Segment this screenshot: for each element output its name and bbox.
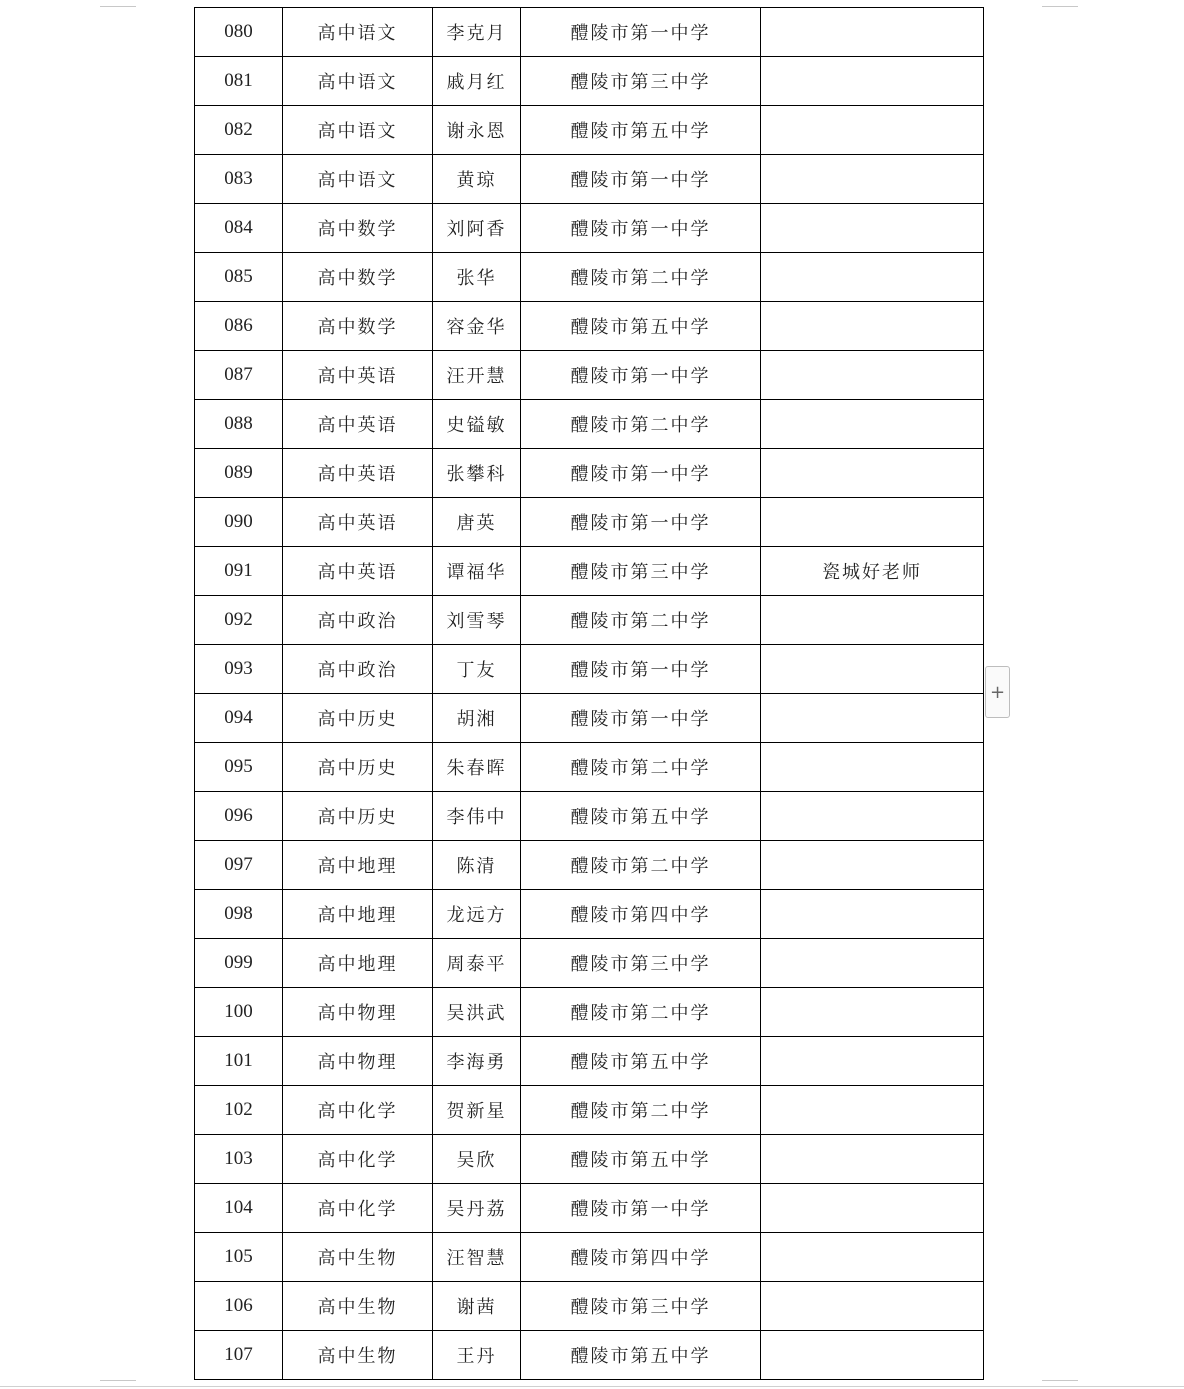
cell-note[interactable] <box>761 792 984 841</box>
cell-note[interactable] <box>761 596 984 645</box>
cell-subject[interactable]: 高中化学 <box>283 1086 433 1135</box>
table-row <box>195 302 984 351</box>
cell-teacher-name[interactable]: 李伟中 <box>433 792 521 841</box>
cell-subject[interactable]: 高中生物 <box>283 1233 433 1282</box>
cell-note[interactable] <box>761 57 984 106</box>
cell-subject[interactable]: 高中物理 <box>283 988 433 1037</box>
cell-teacher-name[interactable]: 龙远方 <box>433 890 521 939</box>
cell-subject[interactable]: 高中数学 <box>283 302 433 351</box>
cell-teacher-name[interactable]: 吴丹荔 <box>433 1184 521 1233</box>
table-row <box>195 1282 984 1331</box>
cell-subject[interactable]: 高中地理 <box>283 939 433 988</box>
cell-note[interactable] <box>761 1184 984 1233</box>
cell-subject[interactable]: 高中语文 <box>283 57 433 106</box>
cell-note[interactable] <box>761 1135 984 1184</box>
cell-subject[interactable]: 高中历史 <box>283 694 433 743</box>
cell-teacher-name[interactable]: 李克月 <box>433 8 521 57</box>
cell-number[interactable]: 083 <box>195 155 283 204</box>
cell-teacher-name[interactable]: 戚月红 <box>433 57 521 106</box>
plus-icon: + <box>989 681 1006 703</box>
cell-teacher-name[interactable]: 陈清 <box>433 841 521 890</box>
cell-note[interactable] <box>761 841 984 890</box>
cell-school[interactable]: 醴陵市第五中学 <box>521 1037 761 1086</box>
cell-note[interactable] <box>761 302 984 351</box>
cell-subject[interactable]: 高中生物 <box>283 1282 433 1331</box>
cell-school[interactable]: 醴陵市第四中学 <box>521 1233 761 1282</box>
add-column-button[interactable] <box>985 666 1010 718</box>
cell-note[interactable] <box>761 253 984 302</box>
cell-subject[interactable]: 高中数学 <box>283 204 433 253</box>
table-row <box>195 204 984 253</box>
table-row <box>195 498 984 547</box>
table-row <box>195 645 984 694</box>
teacher-roster-table <box>194 7 984 1380</box>
cell-teacher-name[interactable]: 吴欣 <box>433 1135 521 1184</box>
cell-number[interactable]: 096 <box>195 792 283 841</box>
table-row <box>195 547 984 596</box>
cell-teacher-name[interactable]: 汪开慧 <box>433 351 521 400</box>
table-row <box>195 792 984 841</box>
cell-number[interactable]: 090 <box>195 498 283 547</box>
cell-teacher-name[interactable]: 丁友 <box>433 645 521 694</box>
cell-number[interactable]: 085 <box>195 253 283 302</box>
table-row <box>195 253 984 302</box>
cell-number[interactable]: 100 <box>195 988 283 1037</box>
cell-note[interactable] <box>761 988 984 1037</box>
table-row <box>195 939 984 988</box>
crop-mark-bottom-right <box>1042 1380 1078 1381</box>
cell-number[interactable]: 101 <box>195 1037 283 1086</box>
cell-number[interactable]: 103 <box>195 1135 283 1184</box>
cell-teacher-name[interactable]: 张华 <box>433 253 521 302</box>
cell-teacher-name[interactable]: 周泰平 <box>433 939 521 988</box>
cell-number[interactable]: 095 <box>195 743 283 792</box>
cell-subject[interactable]: 高中英语 <box>283 547 433 596</box>
cell-subject[interactable]: 高中英语 <box>283 400 433 449</box>
cell-number[interactable]: 105 <box>195 1233 283 1282</box>
cell-note[interactable] <box>761 106 984 155</box>
cell-number[interactable]: 087 <box>195 351 283 400</box>
cell-number[interactable]: 099 <box>195 939 283 988</box>
cell-teacher-name[interactable]: 刘阿香 <box>433 204 521 253</box>
cell-note[interactable] <box>761 1037 984 1086</box>
cell-number[interactable]: 097 <box>195 841 283 890</box>
cell-subject[interactable]: 高中语文 <box>283 8 433 57</box>
cell-teacher-name[interactable]: 唐英 <box>433 498 521 547</box>
cell-note[interactable] <box>761 694 984 743</box>
table-row <box>195 1233 984 1282</box>
cell-note[interactable] <box>761 8 984 57</box>
cell-school[interactable]: 醴陵市第三中学 <box>521 1282 761 1331</box>
cell-teacher-name[interactable]: 黄琼 <box>433 155 521 204</box>
cell-school[interactable]: 醴陵市第二中学 <box>521 988 761 1037</box>
cell-teacher-name[interactable]: 谭福华 <box>433 547 521 596</box>
cell-school[interactable]: 醴陵市第五中学 <box>521 302 761 351</box>
cell-school[interactable]: 醴陵市第一中学 <box>521 351 761 400</box>
cell-number[interactable]: 089 <box>195 449 283 498</box>
cell-number[interactable]: 091 <box>195 547 283 596</box>
cell-school[interactable]: 醴陵市第二中学 <box>521 743 761 792</box>
cell-school[interactable]: 醴陵市第一中学 <box>521 694 761 743</box>
table-row <box>195 1135 984 1184</box>
table-row <box>195 106 984 155</box>
cell-note[interactable] <box>761 939 984 988</box>
cell-note[interactable] <box>761 1331 984 1380</box>
cell-teacher-name[interactable]: 刘雪琴 <box>433 596 521 645</box>
table-row <box>195 8 984 57</box>
cell-school[interactable]: 醴陵市第二中学 <box>521 841 761 890</box>
cell-number[interactable]: 080 <box>195 8 283 57</box>
crop-mark-bottom-left <box>100 1380 136 1381</box>
cell-subject[interactable]: 高中化学 <box>283 1135 433 1184</box>
cell-number[interactable]: 098 <box>195 890 283 939</box>
cell-note[interactable] <box>761 890 984 939</box>
cell-subject[interactable]: 高中地理 <box>283 890 433 939</box>
cell-note[interactable]: 瓷城好老师 <box>761 547 984 596</box>
cell-school[interactable]: 醴陵市第五中学 <box>521 1135 761 1184</box>
cell-school[interactable]: 醴陵市第一中学 <box>521 498 761 547</box>
cell-number[interactable]: 086 <box>195 302 283 351</box>
cell-note[interactable] <box>761 155 984 204</box>
cell-note[interactable] <box>761 498 984 547</box>
cell-school[interactable]: 醴陵市第三中学 <box>521 547 761 596</box>
cell-teacher-name[interactable]: 王丹 <box>433 1331 521 1380</box>
table-row <box>195 1037 984 1086</box>
page-bottom-divider <box>0 1386 1184 1387</box>
table-row <box>195 449 984 498</box>
table-row <box>195 890 984 939</box>
cell-subject[interactable]: 高中政治 <box>283 645 433 694</box>
cell-teacher-name[interactable]: 汪智慧 <box>433 1233 521 1282</box>
cell-teacher-name[interactable]: 史镒敏 <box>433 400 521 449</box>
cell-school[interactable]: 醴陵市第一中学 <box>521 645 761 694</box>
cell-number[interactable]: 082 <box>195 106 283 155</box>
cell-number[interactable]: 094 <box>195 694 283 743</box>
cell-note[interactable] <box>761 204 984 253</box>
cell-note[interactable] <box>761 1282 984 1331</box>
cell-school[interactable]: 醴陵市第一中学 <box>521 204 761 253</box>
cell-school[interactable]: 醴陵市第二中学 <box>521 253 761 302</box>
cell-subject[interactable]: 高中历史 <box>283 743 433 792</box>
cell-teacher-name[interactable]: 容金华 <box>433 302 521 351</box>
table-row <box>195 1086 984 1135</box>
cell-school[interactable]: 醴陵市第五中学 <box>521 1331 761 1380</box>
cell-teacher-name[interactable]: 张攀科 <box>433 449 521 498</box>
cell-subject[interactable]: 高中英语 <box>283 351 433 400</box>
table-row <box>195 1331 984 1380</box>
cell-note[interactable] <box>761 743 984 792</box>
cell-teacher-name[interactable]: 谢永恩 <box>433 106 521 155</box>
cell-school[interactable]: 醴陵市第四中学 <box>521 890 761 939</box>
table-row <box>195 1184 984 1233</box>
roster-body <box>195 8 984 1380</box>
cell-teacher-name[interactable]: 朱春晖 <box>433 743 521 792</box>
cell-number[interactable]: 106 <box>195 1282 283 1331</box>
crop-mark-top-right <box>1042 6 1078 7</box>
cell-note[interactable] <box>761 351 984 400</box>
table-row <box>195 841 984 890</box>
cell-subject[interactable]: 高中语文 <box>283 106 433 155</box>
cell-school[interactable]: 醴陵市第一中学 <box>521 1184 761 1233</box>
cell-subject[interactable]: 高中数学 <box>283 253 433 302</box>
cell-number[interactable]: 102 <box>195 1086 283 1135</box>
table-row <box>195 596 984 645</box>
cell-teacher-name[interactable]: 贺新星 <box>433 1086 521 1135</box>
table-row <box>195 988 984 1037</box>
cell-number[interactable]: 088 <box>195 400 283 449</box>
cell-school[interactable]: 醴陵市第二中学 <box>521 1086 761 1135</box>
table-row <box>195 743 984 792</box>
cell-school[interactable]: 醴陵市第二中学 <box>521 596 761 645</box>
table-row <box>195 400 984 449</box>
cell-school[interactable]: 醴陵市第一中学 <box>521 8 761 57</box>
cell-subject[interactable]: 高中生物 <box>283 1331 433 1380</box>
cell-number[interactable]: 092 <box>195 596 283 645</box>
cell-subject[interactable]: 高中地理 <box>283 841 433 890</box>
cell-school[interactable]: 醴陵市第二中学 <box>521 400 761 449</box>
cell-school[interactable]: 醴陵市第五中学 <box>521 106 761 155</box>
cell-teacher-name[interactable]: 李海勇 <box>433 1037 521 1086</box>
cell-number[interactable]: 093 <box>195 645 283 694</box>
cell-note[interactable] <box>761 1086 984 1135</box>
table-row <box>195 694 984 743</box>
table-row <box>195 57 984 106</box>
crop-mark-top-left <box>100 6 136 7</box>
cell-school[interactable]: 醴陵市第五中学 <box>521 792 761 841</box>
cell-subject[interactable]: 高中物理 <box>283 1037 433 1086</box>
cell-subject[interactable]: 高中英语 <box>283 498 433 547</box>
cell-note[interactable] <box>761 645 984 694</box>
cell-number[interactable]: 104 <box>195 1184 283 1233</box>
cell-number[interactable]: 107 <box>195 1331 283 1380</box>
table-row <box>195 351 984 400</box>
cell-teacher-name[interactable]: 谢茜 <box>433 1282 521 1331</box>
cell-number[interactable]: 084 <box>195 204 283 253</box>
cell-teacher-name[interactable]: 胡湘 <box>433 694 521 743</box>
cell-subject[interactable]: 高中英语 <box>283 449 433 498</box>
cell-subject[interactable]: 高中化学 <box>283 1184 433 1233</box>
cell-school[interactable]: 醴陵市第三中学 <box>521 939 761 988</box>
cell-note[interactable] <box>761 1233 984 1282</box>
cell-subject[interactable]: 高中政治 <box>283 596 433 645</box>
cell-number[interactable]: 081 <box>195 57 283 106</box>
cell-note[interactable] <box>761 400 984 449</box>
cell-subject[interactable]: 高中历史 <box>283 792 433 841</box>
table-row <box>195 155 984 204</box>
cell-school[interactable]: 醴陵市第三中学 <box>521 57 761 106</box>
cell-note[interactable] <box>761 449 984 498</box>
cell-school[interactable]: 醴陵市第一中学 <box>521 449 761 498</box>
cell-teacher-name[interactable]: 吴洪武 <box>433 988 521 1037</box>
cell-subject[interactable]: 高中语文 <box>283 155 433 204</box>
cell-school[interactable]: 醴陵市第一中学 <box>521 155 761 204</box>
